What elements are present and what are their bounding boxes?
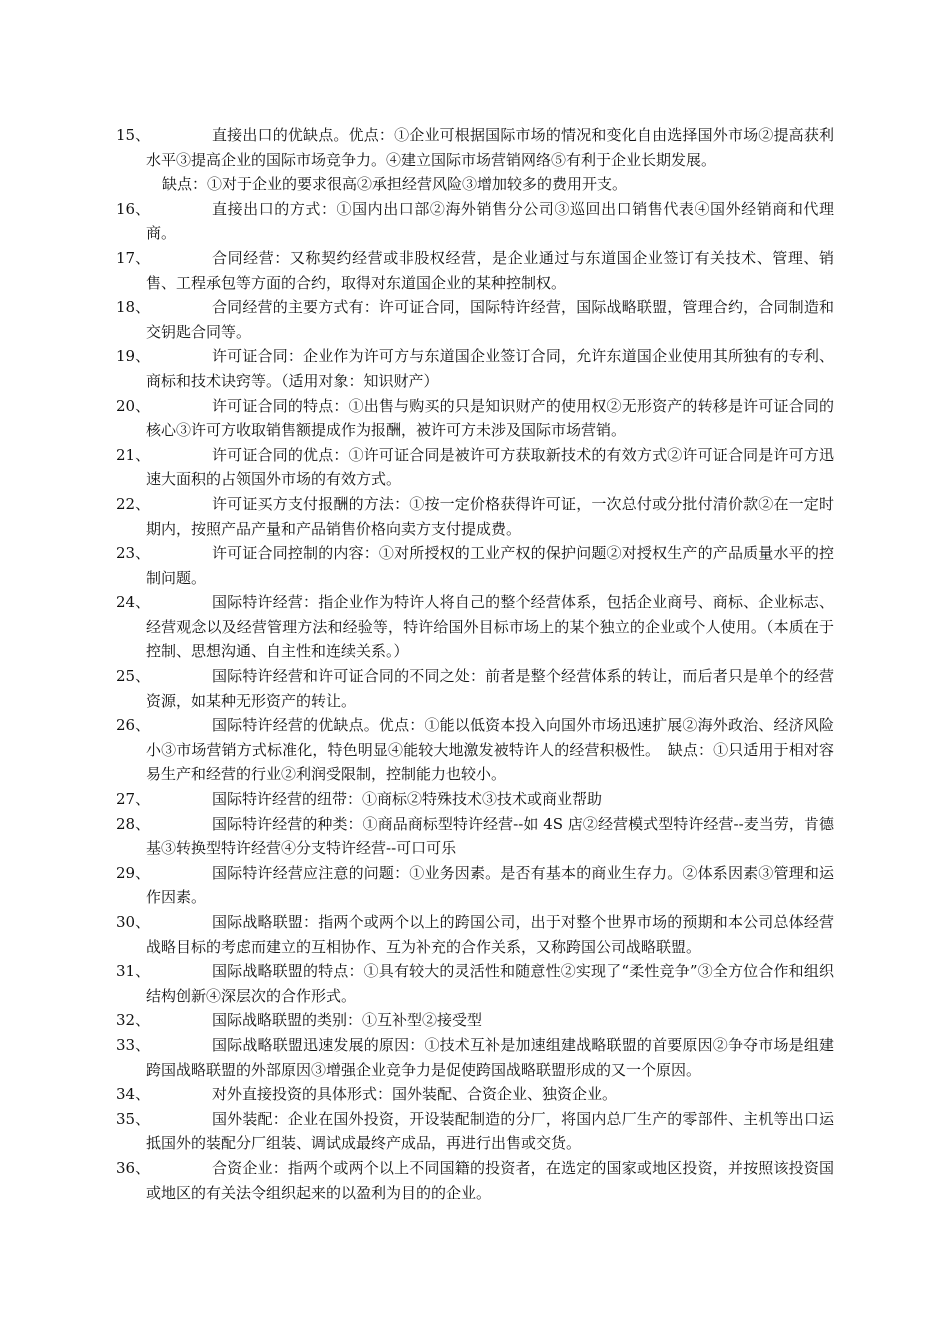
list-item: [0, 394, 834, 443]
list-item: [0, 344, 834, 393]
item-text: 国际特许经营的纽带：①商标②特殊技术③技术或商业帮助: [212, 790, 603, 809]
item-number: 21、: [116, 445, 151, 464]
numbered-list: [0, 123, 950, 1205]
item-text: 许可证合同的特点：①出售与购买的只是知识财产的使用权②无形资产的转移是许可证合同的核心③许可方收取销售额提成作为报酬，被许可方未涉及国际市场营销。: [146, 396, 834, 440]
list-item: [0, 541, 834, 590]
item-text: 直接出口的优缺点。优点：①企业可根据国际市场的情况和变化自由选择国外市场②提高获利水平③提高企业的国际市场竞争力。④建立国际市场营销网络⑤有利于企业长期发展。: [146, 126, 834, 169]
list-item: [0, 246, 834, 295]
list-item: [0, 861, 834, 910]
item-number: 17、: [116, 248, 151, 267]
item-text: 许可证合同控制的内容：①对所授权的工业产权的保护问题②对授权生产的产品质量水平的控制问题。: [146, 544, 834, 587]
list-item: [0, 787, 834, 812]
item-number: 33、: [116, 1035, 151, 1054]
list-item: [0, 295, 834, 344]
item-number: 34、: [116, 1085, 151, 1104]
item-text: 国际特许经营的种类：①商品商标型特许经营--如 4S 店②经营模式型特许经营--麦当劳，肯德基③转换型特许经营④分支特许经营--可口可乐: [146, 814, 834, 858]
item-text: 对外直接投资的具体形式：国外装配、合资企业、独资企业。: [212, 1085, 618, 1104]
item-text: 国际特许经营应注意的问题：①业务因素。是否有基本的商业生存力。②体系因素③管理和运作因素。: [146, 863, 834, 907]
item-number: 32、: [116, 1011, 151, 1030]
item-number: 19、: [116, 347, 151, 366]
item-text: 直接出口的方式：①国内出口部②海外销售分公司③巡回出口销售代表④国外经销商和代理商。: [146, 199, 834, 243]
item-text: 许可证买方支付报酬的方法：①按一定价格获得许可证，一次总付或分批付清价款②在一定时期内，按照产品产量和产品销售价格向卖方支付提成费。: [146, 494, 834, 538]
item-number: 15、: [116, 126, 151, 144]
item-number: 30、: [116, 913, 151, 931]
item-number: 29、: [116, 863, 151, 882]
item-text: 许可证合同的优点：①许可证合同是被许可方获取新技术的有效方式②许可证合同是许可方迅速大面积的占领国外市场的有效方式。: [146, 445, 834, 489]
item-number: 36、: [116, 1158, 151, 1177]
item-number: 23、: [116, 544, 151, 563]
item-text: 许可证合同：企业作为许可方与东道国企业签订合同，允许东道国企业使用其所独有的专利、商标和技术诀窍等。（适用对象：知识财产）: [146, 347, 834, 390]
item-number: 20、: [116, 396, 151, 415]
list-item: [0, 664, 834, 713]
item-text: 国际特许经营的优缺点。优点：①能以低资本投入向国外市场迅速扩展②海外政治、经济风险小③市场营销方式标准化，特色明显④能较大地激发被特许人的经营积极性。 缺点：①只适用于相对容易生产和经营的行业②利润受限制，控制能力也较小。: [146, 716, 834, 784]
item-text: 国际特许经营：指企业作为特许人将自己的整个经营体系，包括企业商号、商标、企业标志、经营观念以及经营管理方法和经验等，特许给国外目标市场上的某个独立的企业或个人使用。（本质在于控制、思想沟通、自主性和连续关系。）: [146, 593, 834, 661]
item-extra-text: 缺点：①对于企业的要求很高②承担经营风险③增加较多的费用开支。: [162, 175, 628, 194]
item-number: 25、: [116, 667, 151, 686]
item-text: 国际特许经营和许可证合同的不同之处：前者是整个经营体系的转让，而后者只是单个的经营资源，如某种无形资产的转让。: [146, 667, 834, 710]
item-text: 国际战略联盟：指两个或两个以上的跨国公司，出于对整个世界市场的预期和本公司总体经营战略目标的考虑而建立的互相协作、互为补充的合作关系，又称跨国公司战略联盟。: [146, 913, 834, 956]
item-number: 24、: [116, 593, 151, 612]
list-item: [0, 713, 834, 787]
list-item: [0, 812, 834, 861]
list-item: [0, 123, 834, 197]
list-item: [0, 443, 834, 492]
item-text: 合同经营：又称契约经营或非股权经营，是企业通过与东道国企业签订有关技术、管理、销售、工程承包等方面的合约，取得对东道国企业的某种控制权。: [146, 248, 834, 292]
item-number: 22、: [116, 494, 151, 513]
item-number: 35、: [116, 1109, 151, 1128]
item-number: 18、: [116, 298, 151, 317]
item-text: 国际战略联盟的特点：①具有较大的灵活性和随意性②实现了“柔性竞争”③全方位合作和组织结构创新④深层次的合作形式。: [146, 962, 834, 1005]
item-text: 合资企业：指两个或两个以上不同国籍的投资者，在选定的国家或地区投资，并按照该投资国或地区的有关法令组织起来的以盈利为目的的企业。: [146, 1158, 834, 1202]
list-item: [0, 1033, 834, 1082]
item-text: 合同经营的主要方式有：许可证合同，国际特许经营，国际战略联盟，管理合约，合同制造和交钥匙合同等。: [146, 298, 834, 341]
item-text: 国际战略联盟迅速发展的原因：①技术互补是加速组建战略联盟的首要原因②争夺市场是组建跨国战略联盟的外部原因③增强企业竞争力是促使跨国战略联盟形成的又一个原因。: [146, 1035, 834, 1079]
list-item: [0, 1156, 834, 1205]
list-item: [0, 910, 834, 959]
item-text: 国际战略联盟的类别：①互补型②接受型: [212, 1011, 483, 1030]
list-item: [0, 492, 834, 541]
list-item: [0, 1107, 834, 1156]
list-item: [0, 197, 834, 246]
item-number: 31、: [116, 962, 151, 981]
item-number: 28、: [116, 814, 151, 833]
list-item: [0, 1082, 834, 1107]
item-text: 国外装配：企业在国外投资，开设装配制造的分厂，将国内总厂生产的零部件、主机等出口运抵国外的装配分厂组装、调试成最终产成品，再进行出售或交货。: [146, 1109, 834, 1153]
item-number: 27、: [116, 790, 151, 809]
item-number: 26、: [116, 716, 151, 735]
list-item: [0, 1008, 834, 1033]
item-number: 16、: [116, 199, 151, 218]
list-item: [0, 590, 834, 664]
list-item: [0, 959, 834, 1008]
